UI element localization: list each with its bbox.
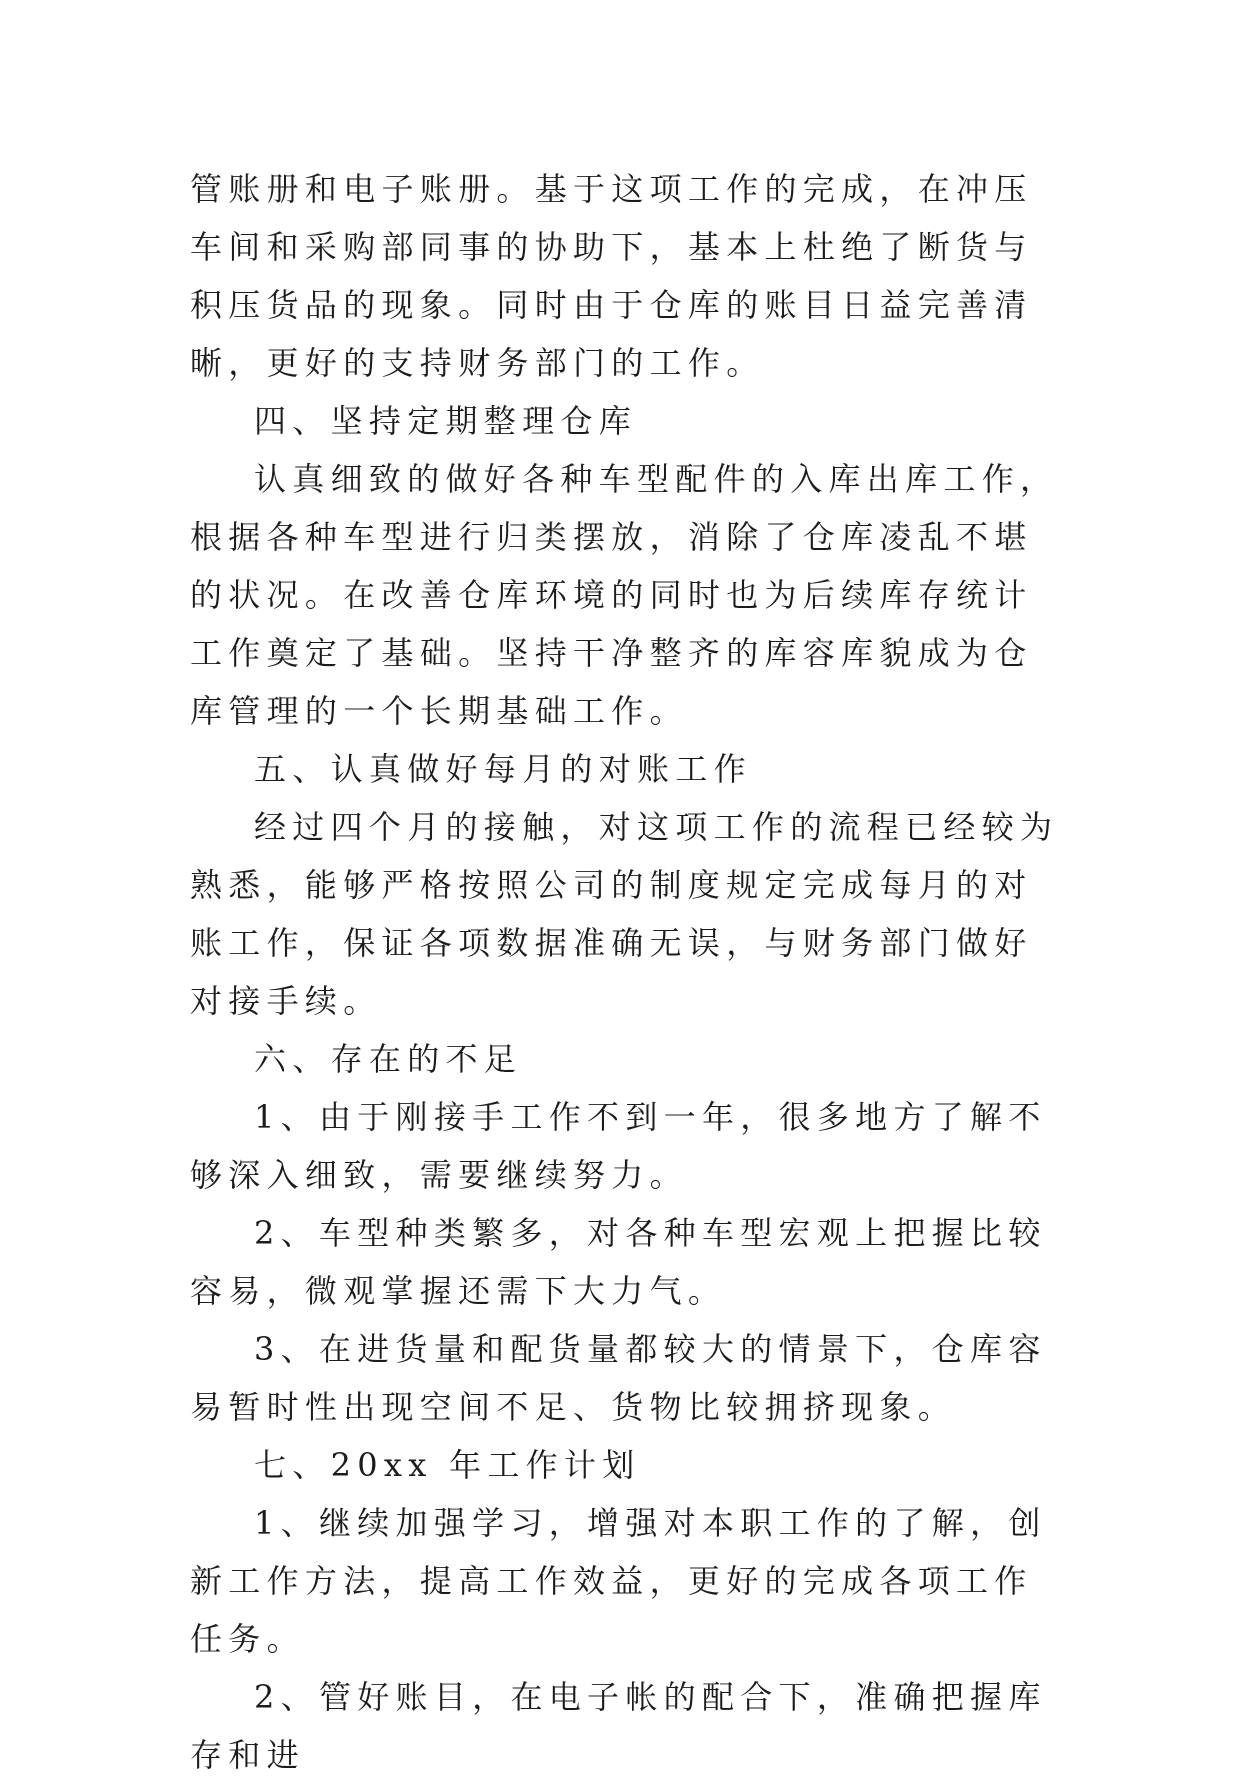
plan-item-1: 1、继续加强学习，增强对本职工作的了解，创新工作方法，提高工作效益，更好的完成各项工作任务。 [190, 1504, 1047, 1658]
document-body [190, 160, 1070, 1784]
paragraph-account-books: 管账册和电子账册。基于这项工作的完成，在冲压车间和采购部同事的协助下，基本上杜绝了断货与积压货品的现象。同时由于仓库的账目日益完善清晰，更好的支持财务部门的工作。 [190, 170, 1033, 382]
shortcoming-item-2: 2、车型种类繁多，对各种车型宏观上把握比较容易，微观掌握还需下大力气。 [190, 1214, 1047, 1310]
shortcoming-item-3: 3、在进货量和配货量都较大的情景下，仓库容易暂时性出现空间不足、货物比较拥挤现象。 [190, 1330, 1047, 1426]
plan-item-2: 2、管好账目，在电子帐的配合下，准确把握库存和进 [190, 1678, 1047, 1774]
heading-warehouse-organizing: 四、坚持定期整理仓库 [254, 402, 638, 440]
paragraph-warehouse-organizing: 认真细致的做好各种车型配件的入库出库工作，根据各种车型进行归类摆放，消除了仓库凌乱不堪的状况。在改善仓库环境的同时也为后续库存统计工作奠定了基础。坚持干净整齐的库容库貌成为仓库管理的一个长期基础工作。 [190, 460, 1059, 730]
heading-monthly-reconciliation: 五、认真做好每月的对账工作 [254, 750, 752, 788]
shortcoming-item-1: 1、由于刚接手工作不到一年，很多地方了解不够深入细致，需要继续努力。 [190, 1098, 1047, 1194]
heading-work-plan: 七、20xx 年工作计划 [254, 1446, 641, 1484]
heading-shortcomings: 六、存在的不足 [254, 1040, 523, 1078]
paragraph-monthly-reconciliation: 经过四个月的接触，对这项工作的流程已经较为熟悉，能够严格按照公司的制度规定完成每月的对账工作，保证各项数据准确无误，与财务部门做好对接手续。 [190, 808, 1059, 1020]
